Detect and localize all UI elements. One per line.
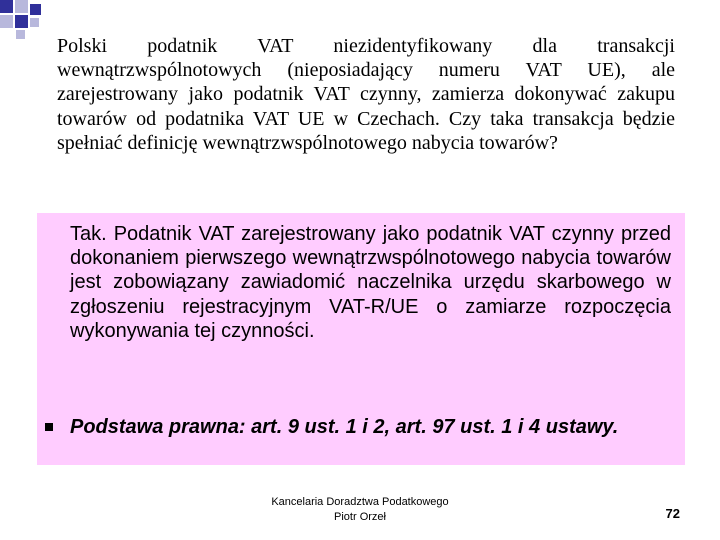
decor-square [15, 0, 28, 13]
decor-square [15, 15, 28, 28]
page-number: 72 [665, 506, 680, 521]
decor-square [0, 0, 13, 13]
decor-square [16, 30, 25, 39]
footer-author: Piotr Orzeł [334, 511, 386, 523]
decor-square [0, 15, 13, 28]
question-text: Polski podatnik VAT niezidentyfikowany dla transakcji wewnątrzwspólnotowych (nieposiadający numeru VAT UE), ale zarejestrowany jako podatnik VAT czynny, zamierza dokonywać zakupu towarów od podatnika VAT UE w Czechach. Czy taka transakcja będzie spełniać definicję wewnątrzwspólnotowego nabycia towarów? [57, 35, 675, 154]
decor-square [30, 18, 39, 27]
decor-square [30, 4, 41, 15]
bullet-square-icon [45, 423, 53, 431]
footer [248, 495, 472, 525]
legal-basis-text: Podstawa prawna: art. 9 ust. 1 i 2, art. 97 ust. 1 i 4 ustawy. [70, 416, 619, 438]
footer-company: Kancelaria Doradztwa Podatkowego [271, 496, 449, 508]
answer-text: Tak. Podatnik VAT zarejestrowany jako podatnik VAT czynny przed dokonaniem pierwszego wewnątrzwspólnotowego nabycia towarów jest zobowiązany zawiadomić naczelnika urzędu skarbowego w zgłoszeniu rejestracyjnym VAT-R/UE o zamiarze rozpoczęcia wykonywania tej czynności. [70, 223, 671, 342]
